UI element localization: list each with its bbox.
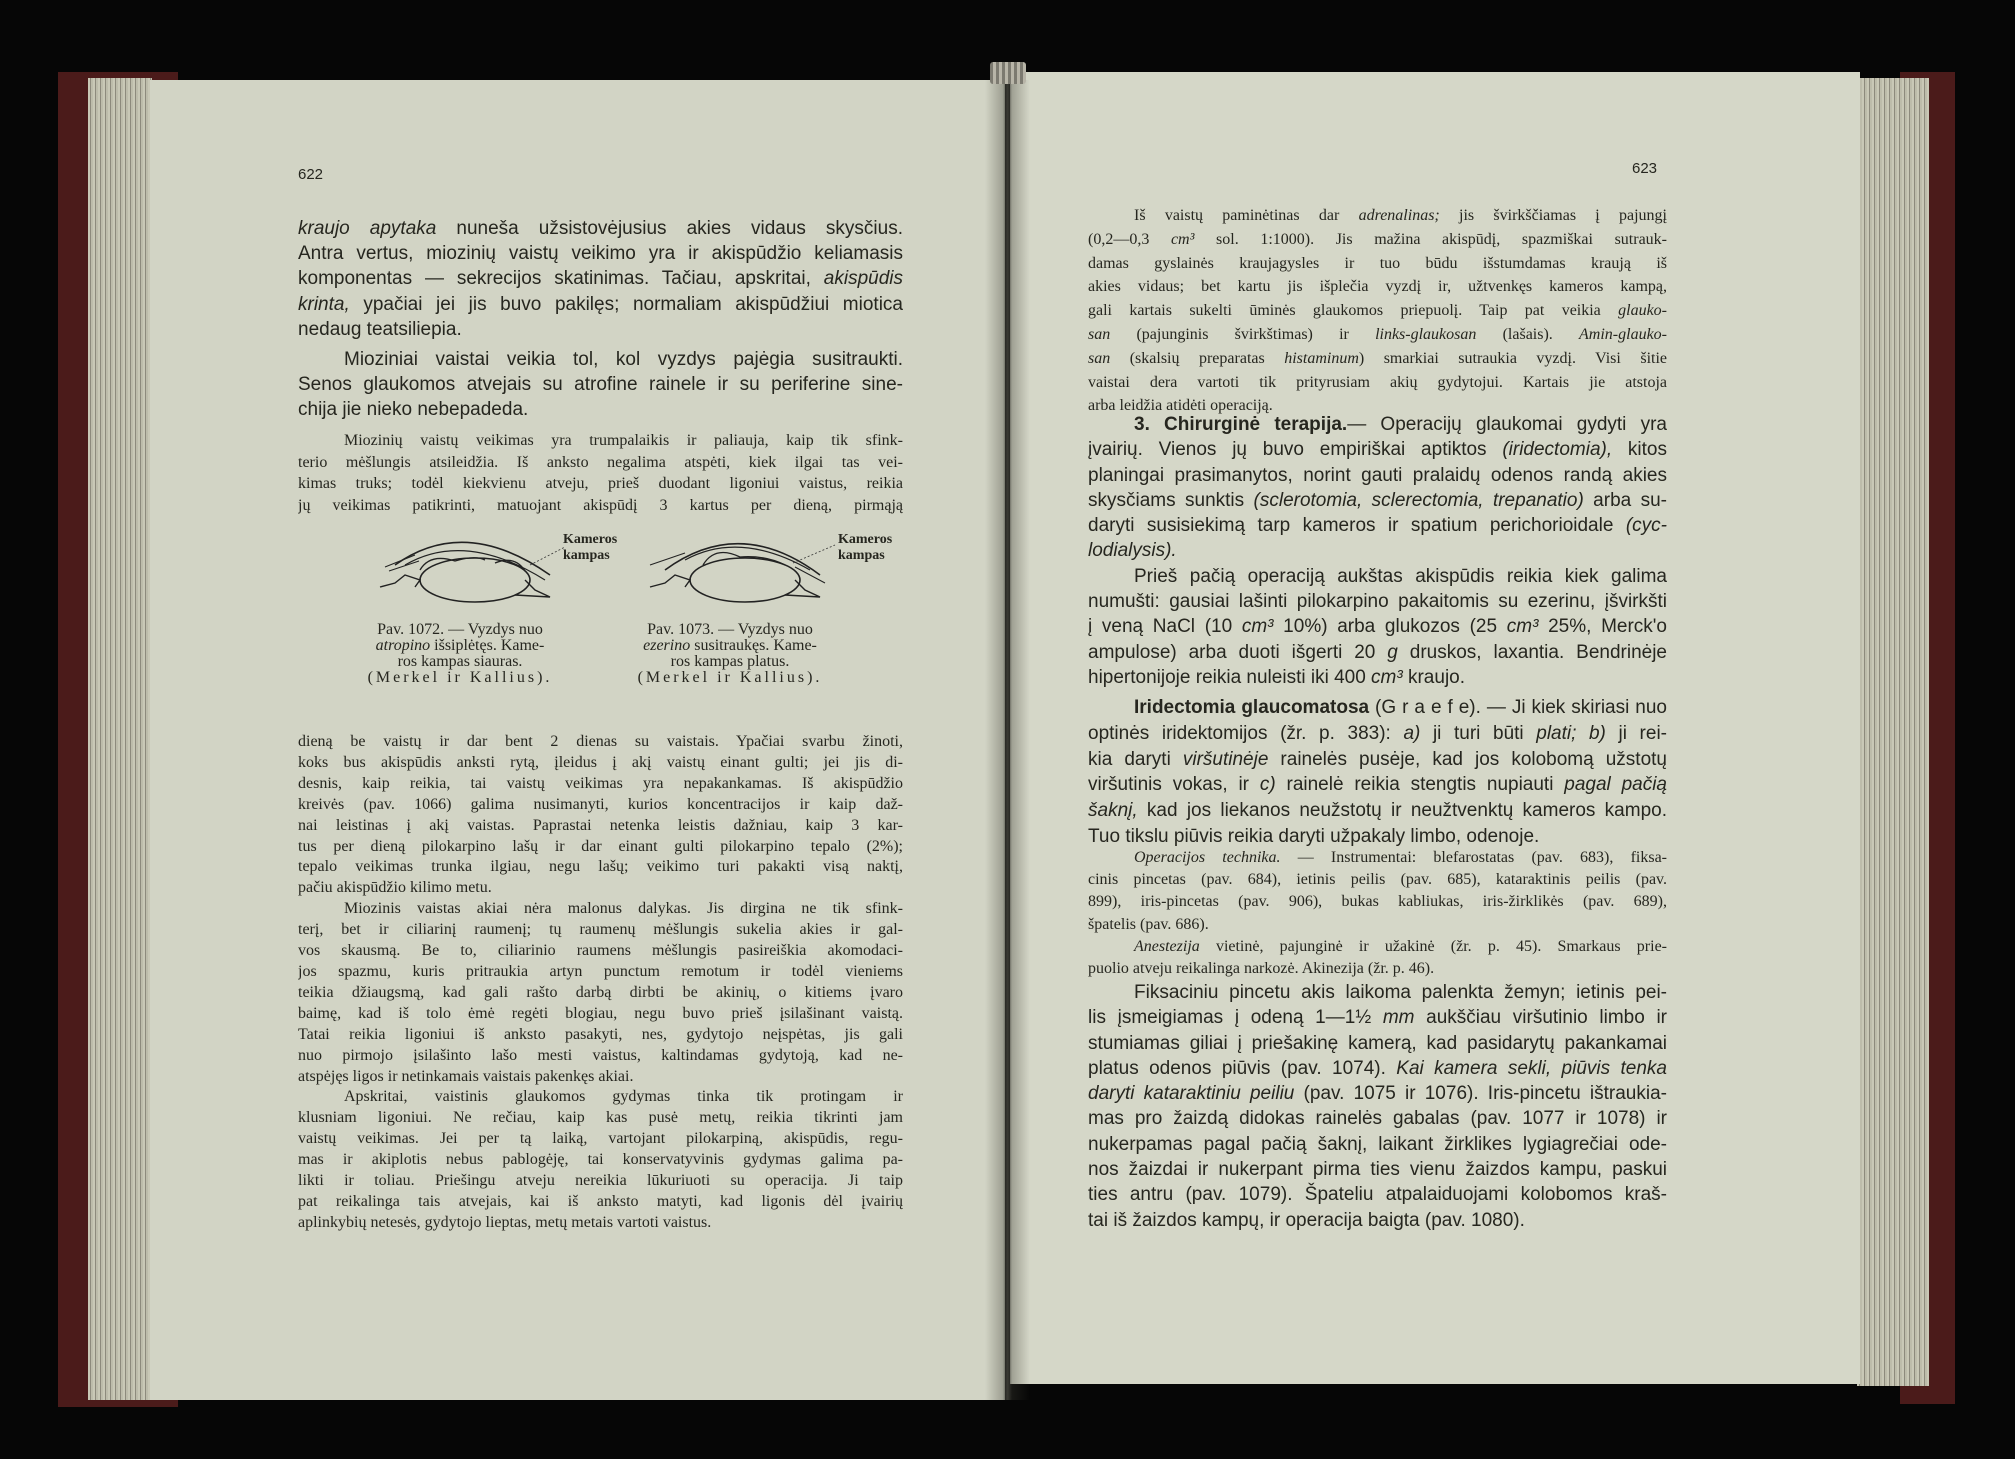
text-segment: įvairių. Vienos jų buvo empiriškai aptiktos xyxy=(1088,439,1503,461)
text-line xyxy=(1088,1005,1667,1030)
spine-headband xyxy=(990,62,1026,84)
text-line: Apskritai, vaistinis glaukomos gydymas tinka tik protingam ir xyxy=(344,1088,903,1106)
paragraph xyxy=(298,216,903,342)
text-line: tus per dieną pilokarpino lašų ir dar einant gulti pilokarpino tepalo (2%); xyxy=(298,837,903,855)
paragraph xyxy=(1088,695,1667,850)
paragraph xyxy=(1088,847,1667,936)
figure-1072-label xyxy=(563,532,617,564)
emphasis-text: g xyxy=(1387,641,1398,663)
page-number-left: 622 xyxy=(298,166,324,183)
text-line: dieną be vaistų ir dar bent 2 dienas su vaistais. Ypačiai svarbu žinoti, xyxy=(298,733,903,750)
text-line xyxy=(1088,1081,1667,1106)
text-line: jų veikimas patikrinti, matuojant akispūdį 3 kartus per dieną, pirmąją xyxy=(298,497,903,515)
caption-text: išsiplėtęs. Kame- xyxy=(430,637,545,654)
text-segment: daryti susisiekimą tarp kameros ir spatium perichorioidale xyxy=(1088,515,1626,537)
text-line: chija jie nieko nebepadeda. xyxy=(298,399,529,420)
paragraph xyxy=(1088,412,1667,564)
text-segment: (skalsių preparatas xyxy=(1110,349,1285,367)
text-line xyxy=(1088,847,1667,869)
text-line xyxy=(1088,538,1667,563)
text-line: koks bus akispūdis anksti rytą, įleidus į akį vaistų einant gulti; jei jis di- xyxy=(298,753,903,771)
emphasis-text: lodialysis). xyxy=(1088,540,1177,562)
paragraph xyxy=(298,732,903,899)
text-line: kimas truks; todėl kiekvienu atveju, prieš duodant ligoniui vaistus, reikia xyxy=(298,475,903,493)
text-line: Tatai reikia ligoniui iš anksto pasakyti, nes, gydytojo neįspėtas, jis gali xyxy=(298,1025,903,1043)
emphasis-text: Amin-glauko- xyxy=(1579,325,1667,343)
caption-line: Pav. 1072. — Vyzdys nuo xyxy=(377,621,543,638)
paragraph xyxy=(298,347,903,422)
text-segment: (lašais). xyxy=(1476,325,1580,343)
text-segment: 10%) arba glukozos (25 xyxy=(1273,616,1507,638)
right-block-3 xyxy=(1088,695,1667,850)
text-segment: platus odenos piūvis (pav. 1074). xyxy=(1088,1057,1397,1079)
text-line xyxy=(1088,614,1667,639)
text-line: Senos glaukomos atvejais su atrofine rainele ir su periferine sine- xyxy=(298,374,903,395)
text-segment: ji turi būti xyxy=(1420,722,1537,744)
text-line xyxy=(298,292,903,317)
text-line: terio mėšlungis atsileidžia. Iš anksto negalima atspėti, kiek ilgai tas vei- xyxy=(298,453,903,471)
text-line: puolio atveju reikalinga narkozė. Akinezija (žr. p. 46). xyxy=(1088,960,1435,978)
text-segment: druskos, laxantia. Bendrinėje xyxy=(1397,641,1667,663)
text-line xyxy=(1088,721,1667,747)
emphasis-text: akispūdis xyxy=(823,268,903,290)
emphasis-text: kraujo apytaka xyxy=(298,218,437,239)
emphasis-text: cm³ xyxy=(1371,666,1403,688)
emphasis-text: links-glaukosan xyxy=(1375,325,1477,343)
text-segment: ypačiai jei jis buvo pakilęs; normaliam akispūdžiui miotica xyxy=(349,293,903,315)
text-line: baimę, kad iš tolo ėmė regėti blogiau, negu buvo prieš įsilašinant vaistą. xyxy=(298,1004,903,1022)
emphasis-text: Anestezija xyxy=(1134,937,1200,955)
emphasis-text: c) xyxy=(1259,774,1276,796)
page-edges-right xyxy=(1857,78,1929,1386)
text-line: jos spazmu, kuris pritraukia artyn punctum remotum ir todėl vieniems xyxy=(298,962,903,980)
text-segment: Iš vaistų paminėtinas dar xyxy=(1134,207,1359,224)
text-line: akies vidaus; bet kartu jis išplečia vyzdį ir, užtvenkęs kameros kampą, xyxy=(1088,278,1667,296)
emphasis-text: mm xyxy=(1382,1007,1415,1029)
emphasis-text: adrenalinas; xyxy=(1358,207,1440,224)
heading-text: 3. Chirurginė terapija. xyxy=(1134,414,1348,435)
text-segment: komponentas — sekrecijos skatinimas. Tačiau, apskritai, xyxy=(298,268,824,290)
text-segment: sol. 1:1000). Jis mažina akispūdį, spazmiškai sutrauk- xyxy=(1194,230,1667,248)
text-line: numušti: gausiai lašinti pilokarpino pakaitomis su ezerinu, įšvirkšti xyxy=(1088,591,1667,613)
right-block-5 xyxy=(1088,980,1667,1233)
text-line xyxy=(1088,437,1667,462)
figure-1073-eye-diagram xyxy=(645,525,840,605)
text-line: vaistų veikimas. Jei per tą laiką, vartojant pilokarpiną, akispūdis, regu- xyxy=(298,1130,903,1148)
paragraph xyxy=(298,1087,903,1233)
text-segment: gali kartais sukelti ūminės glaukomos priepuolį. Taip pat veikia xyxy=(1088,302,1619,320)
text-line: damas gyslainės kraujagysles ir tuo būdu išstumdamas kraują iš xyxy=(1088,254,1667,272)
figure-1073-caption xyxy=(615,622,845,686)
text-line: planingai prasimanytos, norint gauti pralaidų odenos randą akies xyxy=(1088,464,1667,486)
label-line: kampas xyxy=(563,548,610,563)
text-segment: nuneša užsistovėjusius akies vidaus skysčius. xyxy=(436,218,903,239)
text-line xyxy=(1088,488,1667,513)
text-line: nuo pirmojo įsilašinto lašo mesti vaistus, kaltindamas gydytoją, kad ne- xyxy=(298,1046,903,1064)
text-segment: (G r a e f e). — Ji kiek skiriasi nuo xyxy=(1369,697,1667,718)
text-line: nos žaizdai ir nukerpant pirma ties vienu žaizdos kampu, paskui xyxy=(1088,1159,1667,1181)
right-block-1 xyxy=(1088,204,1667,418)
text-segment: rainelė reikia stengtis nupiauti xyxy=(1275,774,1565,796)
emphasis-text: viršutinėje xyxy=(1182,748,1269,770)
text-segment: ) smarkiai sutraukia vyzdį. Visi šitie xyxy=(1358,349,1667,367)
text-line: špatelis (pav. 686). xyxy=(1088,915,1209,933)
left-block-4 xyxy=(298,732,903,1234)
text-segment: skysčiams sunktis xyxy=(1088,489,1254,511)
caption-source: (Merkel ir Kallius). xyxy=(637,669,823,686)
caption-line: ros kampas siauras. xyxy=(397,653,523,670)
text-line xyxy=(1088,347,1667,371)
caption-text: susitraukęs. Kame- xyxy=(690,637,817,654)
text-line: arba leidžia atidėti operaciją. xyxy=(1088,397,1273,415)
text-segment: kad jos liekanos neužstotų ir neužtvenktų kameros kampo. xyxy=(1137,800,1667,822)
emphasis-text: san xyxy=(1088,325,1111,343)
text-segment: hipertonijoje reikia nuleisti iki 400 xyxy=(1088,666,1372,688)
emphasis-text: cm³ xyxy=(1506,616,1539,638)
text-line: tai iš žaizdos kampų, ir operacija baigta (pav. 1080). xyxy=(1088,1209,1525,1231)
emphasis-text: plati; b) xyxy=(1536,722,1606,744)
emphasis-text: Kai kamera sekli, piūvis tenka xyxy=(1396,1057,1667,1079)
text-line xyxy=(298,266,903,291)
text-line: terį, bet ir ciliarinį raumenį; tų raumenų mėšlungis sukelia akies ir gal- xyxy=(298,921,903,939)
text-line xyxy=(1088,228,1667,252)
left-block-1 xyxy=(298,216,903,342)
caption-drug: atropino xyxy=(375,637,431,654)
page-edges-left xyxy=(88,78,152,1400)
emphasis-text: daryti kataraktiniu peiliu xyxy=(1088,1083,1295,1105)
text-line: klusniam ligoniui. Ne rečiau, kaip kas pusė metų, reikia tikrinti jam xyxy=(298,1109,903,1127)
text-line xyxy=(1088,640,1667,665)
paragraph xyxy=(1088,204,1667,418)
emphasis-text: cm³ xyxy=(1170,230,1195,248)
text-line: nedaug teatsiliepia. xyxy=(298,318,462,340)
text-line: atspėjęs ligos ir netinkamais vaistais pakenkęs akiai. xyxy=(298,1067,634,1085)
text-line: mas ir akiplotis nebus pablogėję, tai konservatyvinis gydymas galima pa- xyxy=(298,1151,903,1169)
text-line xyxy=(1088,1056,1667,1081)
text-line xyxy=(298,216,903,241)
emphasis-text: šaknį, xyxy=(1088,800,1138,822)
text-line xyxy=(1088,513,1667,538)
text-line: pačiu akispūdžio kilimo metu. xyxy=(298,879,492,897)
paragraph xyxy=(1088,980,1667,1233)
caption-line xyxy=(615,638,845,654)
text-segment: optinės iridektomijos (žr. p. 383): xyxy=(1088,722,1404,744)
emphasis-text: (sclerotomia, sclerectomia, trepanatio) xyxy=(1253,489,1584,511)
text-segment: ji rei- xyxy=(1605,722,1667,744)
left-block-2 xyxy=(298,347,903,422)
caption-drug: ezerino xyxy=(643,637,691,654)
text-line: kreivės (pav. 1066) galima nusimanyti, kurios koncentracijos ir kaip daž- xyxy=(298,795,903,813)
text-line: mas pro žaizdą didokas rainelės gabalas (pav. 1077 ir 1078) ir xyxy=(1088,1108,1667,1130)
figure-1072-caption xyxy=(345,622,575,686)
text-line xyxy=(1088,695,1667,721)
text-line xyxy=(1088,299,1667,323)
emphasis-text: (cyc- xyxy=(1625,515,1667,537)
text-line: likti ir toliau. Priešingu atveju nereikia lūkuriuoti su operacija. Ji taip xyxy=(298,1172,903,1190)
label-line: Kameros xyxy=(563,532,618,547)
text-segment: — Instrumentai: blefarostatas (pav. 683), fiksa- xyxy=(1280,849,1667,866)
caption-line: Pav. 1073. — Vyzdys nuo xyxy=(647,621,813,638)
text-line xyxy=(1088,936,1667,958)
text-segment: viršutinis vokas, ir xyxy=(1088,774,1260,796)
text-line xyxy=(1088,204,1667,228)
text-segment: 25%, Merck'o xyxy=(1538,616,1667,638)
paragraph xyxy=(298,430,903,517)
text-line xyxy=(1088,323,1667,347)
text-segment: kraujo. xyxy=(1402,666,1466,688)
emphasis-text: krinta, xyxy=(298,293,350,315)
text-segment: kia daryti xyxy=(1088,748,1183,770)
left-block-3 xyxy=(298,430,903,517)
text-line: Miozinis vaistas akiai nėra malonus dalykas. Jis dirgina ne tik sfink- xyxy=(344,900,903,918)
text-segment: jis švirkščiamas į pajungį xyxy=(1439,207,1667,224)
text-line: stumiamas giliai į priešakinę kamerą, kad pasidarytų pakankamai xyxy=(1088,1032,1667,1054)
text-line: aplinkybių netesės, gydytojo lieptas, metų metais vartoti vaistus. xyxy=(298,1213,712,1231)
text-line: 899), iris-pincetas (pav. 906), bukas kabliukas, iris-žirklikės (pav. 689), xyxy=(1088,893,1667,911)
page-number-right: 623 xyxy=(1632,160,1658,177)
text-line: pat reikalinga tais atvejais, kai iš anksto matyti, kad ligonis dėl įvairių xyxy=(298,1192,903,1210)
emphasis-text: (iridectomia), xyxy=(1502,439,1613,461)
paragraph xyxy=(1088,564,1667,690)
text-line xyxy=(1088,747,1667,773)
emphasis-text: a) xyxy=(1403,722,1421,744)
right-block-4 xyxy=(1088,847,1667,980)
text-segment: (pajunginis švirkštimas) ir xyxy=(1110,325,1376,343)
figure-1072-eye-diagram xyxy=(375,525,570,605)
figure-1073-label xyxy=(838,532,892,564)
emphasis-text: san xyxy=(1088,349,1111,367)
text-line: tepalo veikimas trunka ilgiau, negu lašų; veikimo turi pakakti visą naktį, xyxy=(298,858,903,876)
caption-line xyxy=(345,638,575,654)
heading-text: Iridectomia glaucomatosa xyxy=(1134,697,1370,718)
caption-line: ros kampas platus. xyxy=(670,653,790,670)
caption-source: (Merkel ir Kallius). xyxy=(367,669,553,686)
text-segment: į veną NaCl (10 xyxy=(1088,616,1242,638)
text-line: ties antru (pav. 1079). Špateliu atpalaiduojami kolobomos kraš- xyxy=(1088,1184,1667,1206)
text-segment: (0,2—0,3 xyxy=(1088,230,1171,248)
text-line: Prieš pačią operaciją aukštas akispūdis reikia kiek galima xyxy=(1134,565,1667,587)
text-line: Antra vertus, miozinių vaistų veikimo yra ir akispūdžio keliamasis xyxy=(298,243,903,265)
text-line: cinis pincetas (pav. 684), ietinis peilis (pav. 685), kataraktinis peilis (pav. xyxy=(1088,871,1667,889)
label-line: kampas xyxy=(838,548,885,563)
text-line xyxy=(1088,412,1667,437)
right-block-2 xyxy=(1088,412,1667,690)
text-line xyxy=(1088,665,1667,690)
text-segment: ampulose) arba duoti išgerti 20 xyxy=(1088,641,1388,663)
text-line xyxy=(1088,772,1667,798)
text-segment: kitos xyxy=(1612,439,1667,461)
text-segment: (pav. 1075 ir 1076). Iris-pincetu ištraukia- xyxy=(1294,1083,1667,1105)
emphasis-text: cm³ xyxy=(1241,616,1274,638)
text-line: nukerpamas pagal pačią šaknį, laikant žirklikes lygiagrečiai ode- xyxy=(1088,1133,1667,1155)
gutter xyxy=(985,80,1030,1400)
text-segment: — Operacijų glaukomai gydyti yra xyxy=(1347,414,1667,435)
text-segment: lis įsmeigiamas į odeną 1—1½ xyxy=(1088,1007,1383,1029)
text-line: Tuo tikslu piūvis reikia daryti užpakaly limbo, odenoje. xyxy=(1088,825,1540,847)
paragraph xyxy=(1088,936,1667,980)
emphasis-text: Operacijos technika. xyxy=(1134,849,1281,866)
emphasis-text: pagal pačią xyxy=(1564,774,1667,796)
text-line: Miozinių vaistų veikimas yra trumpalaikis ir paliauja, kaip tik sfink- xyxy=(344,432,903,449)
text-line: Fiksaciniu pincetu akis laikoma palenkta žemyn; ietinis pei- xyxy=(1134,982,1667,1003)
text-segment: aukščiau viršutinio limbo ir xyxy=(1414,1007,1667,1029)
text-segment: arba su- xyxy=(1583,489,1667,511)
text-line xyxy=(1088,798,1667,824)
text-line: desnis, kaip reikia, tai vaistų veikimas yra nepakankamas. Iš akispūdžio xyxy=(298,774,903,792)
label-line: Kameros xyxy=(838,532,893,547)
text-line: vaistai dera vartoti tik prityrusiam akių gydytojui. Kartais jie atstoja xyxy=(1088,373,1667,391)
text-line: Mioziniai vaistai veikia tol, kol vyzdys pajėgia susitraukti. xyxy=(344,349,903,370)
text-segment: rainelės pusėje, kad jos kolobomą užstotų xyxy=(1268,748,1667,770)
emphasis-text: histaminum xyxy=(1284,349,1359,367)
text-segment: vietinė, pajunginė ir užakinė (žr. p. 45). Smarkaus prie- xyxy=(1199,937,1667,955)
text-line: teikia džiaugsmą, kad gali rašto darbą dirbti be akinių, o kitiems įvaro xyxy=(298,983,903,1001)
paragraph xyxy=(298,899,903,1087)
text-line: nai leistinas į akį vaistas. Paprastai netenka leistis dažniau, kaip 3 kar- xyxy=(298,816,903,834)
emphasis-text: glauko- xyxy=(1618,302,1667,320)
text-line: vos skausmą. Be to, ciliarinio raumens mėšlungis pasireiškia akomodaci- xyxy=(298,942,903,960)
